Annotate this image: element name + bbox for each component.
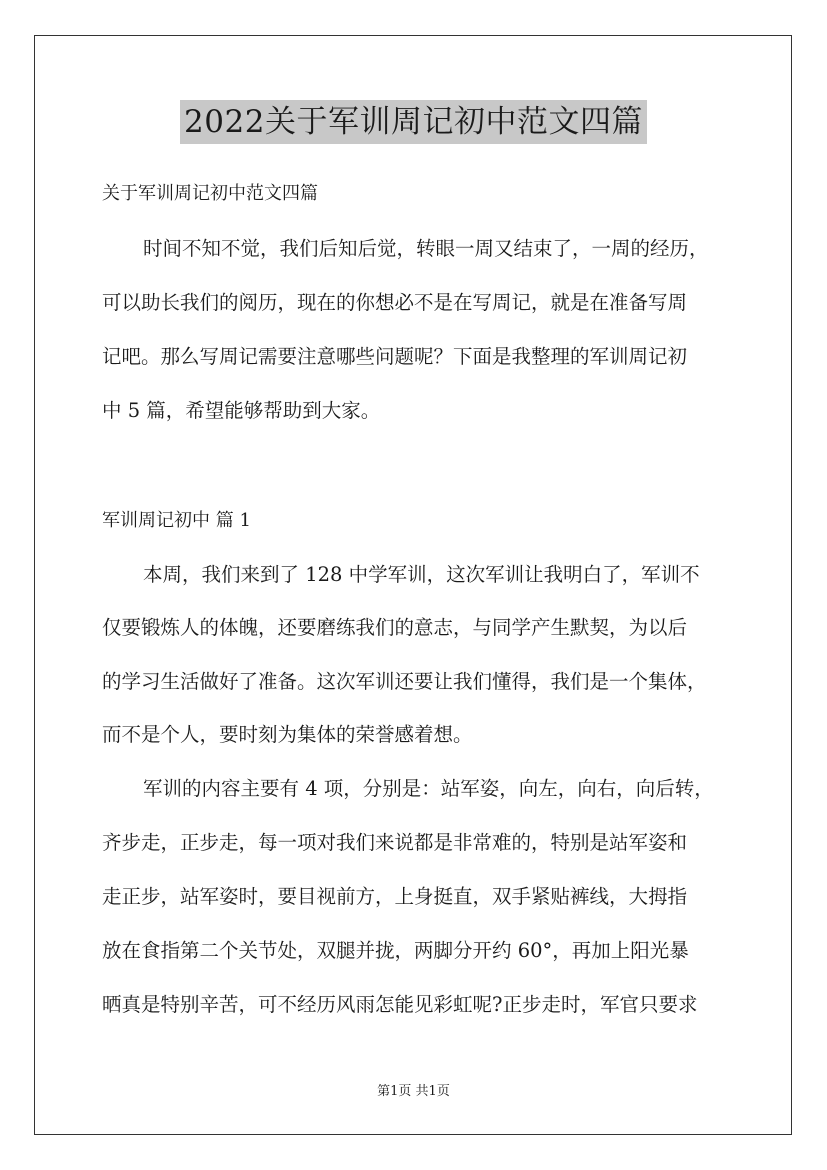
- paragraph2-line-3: 走正步，站军姿时，要目视前方，上身挺直，双手紧贴裤线，大拇指: [102, 885, 688, 908]
- document-title-text: 2022关于军训周记初中范文四篇: [180, 100, 647, 144]
- paragraph2-line-2: 齐步走，正步走，每一项对我们来说都是非常难的，特别是站军姿和: [102, 831, 688, 854]
- page-number-indicator: 第1页 共1页: [377, 1084, 450, 1099]
- paragraph1-line-3: 的学习生活做好了准备。这次军训还要让我们懂得，我们是一个集体，: [102, 670, 707, 693]
- paragraph2-line-1: 军训的内容主要有 4 项，分别是：站军姿，向左，向右，向后转，: [143, 777, 714, 800]
- paragraph1-line-2: 仅要锻炼人的体魄，还要磨练我们的意志，与同学产生默契，为以后: [102, 616, 688, 639]
- paragraph1-line-4: 而不是个人，要时刻为集体的荣誉感着想。: [102, 723, 473, 746]
- document-title: [0, 100, 827, 144]
- paragraph1-line-1: 本周，我们来到了 128 中学军训，这次军训让我明白了，军训不: [143, 563, 700, 586]
- document-subtitle: 关于军训周记初中范文四篇: [102, 183, 318, 204]
- intro-line-1: 时间不知不觉，我们后知后觉，转眼一周又结束了，一周的经历，: [143, 237, 709, 260]
- paragraph2-line-5: 晒真是特别辛苦，可不经历风雨怎能见彩虹呢?正步走时，军官只要求: [102, 993, 698, 1016]
- intro-line-4: 中 5 篇，希望能够帮助到大家。: [102, 399, 381, 422]
- paragraph2-line-4: 放在食指第二个关节处，双腿并拢，两脚分开约 60°，再加上阳光暴: [102, 939, 689, 962]
- section-heading: 军训周记初中 篇 1: [102, 510, 251, 531]
- intro-line-2: 可以助长我们的阅历，现在的你想必不是在写周记，就是在准备写周: [102, 291, 688, 314]
- intro-line-3: 记吧。那么写周记需要注意哪些问题呢？下面是我整理的军训周记初: [102, 345, 688, 368]
- page-footer: [0, 1083, 827, 1101]
